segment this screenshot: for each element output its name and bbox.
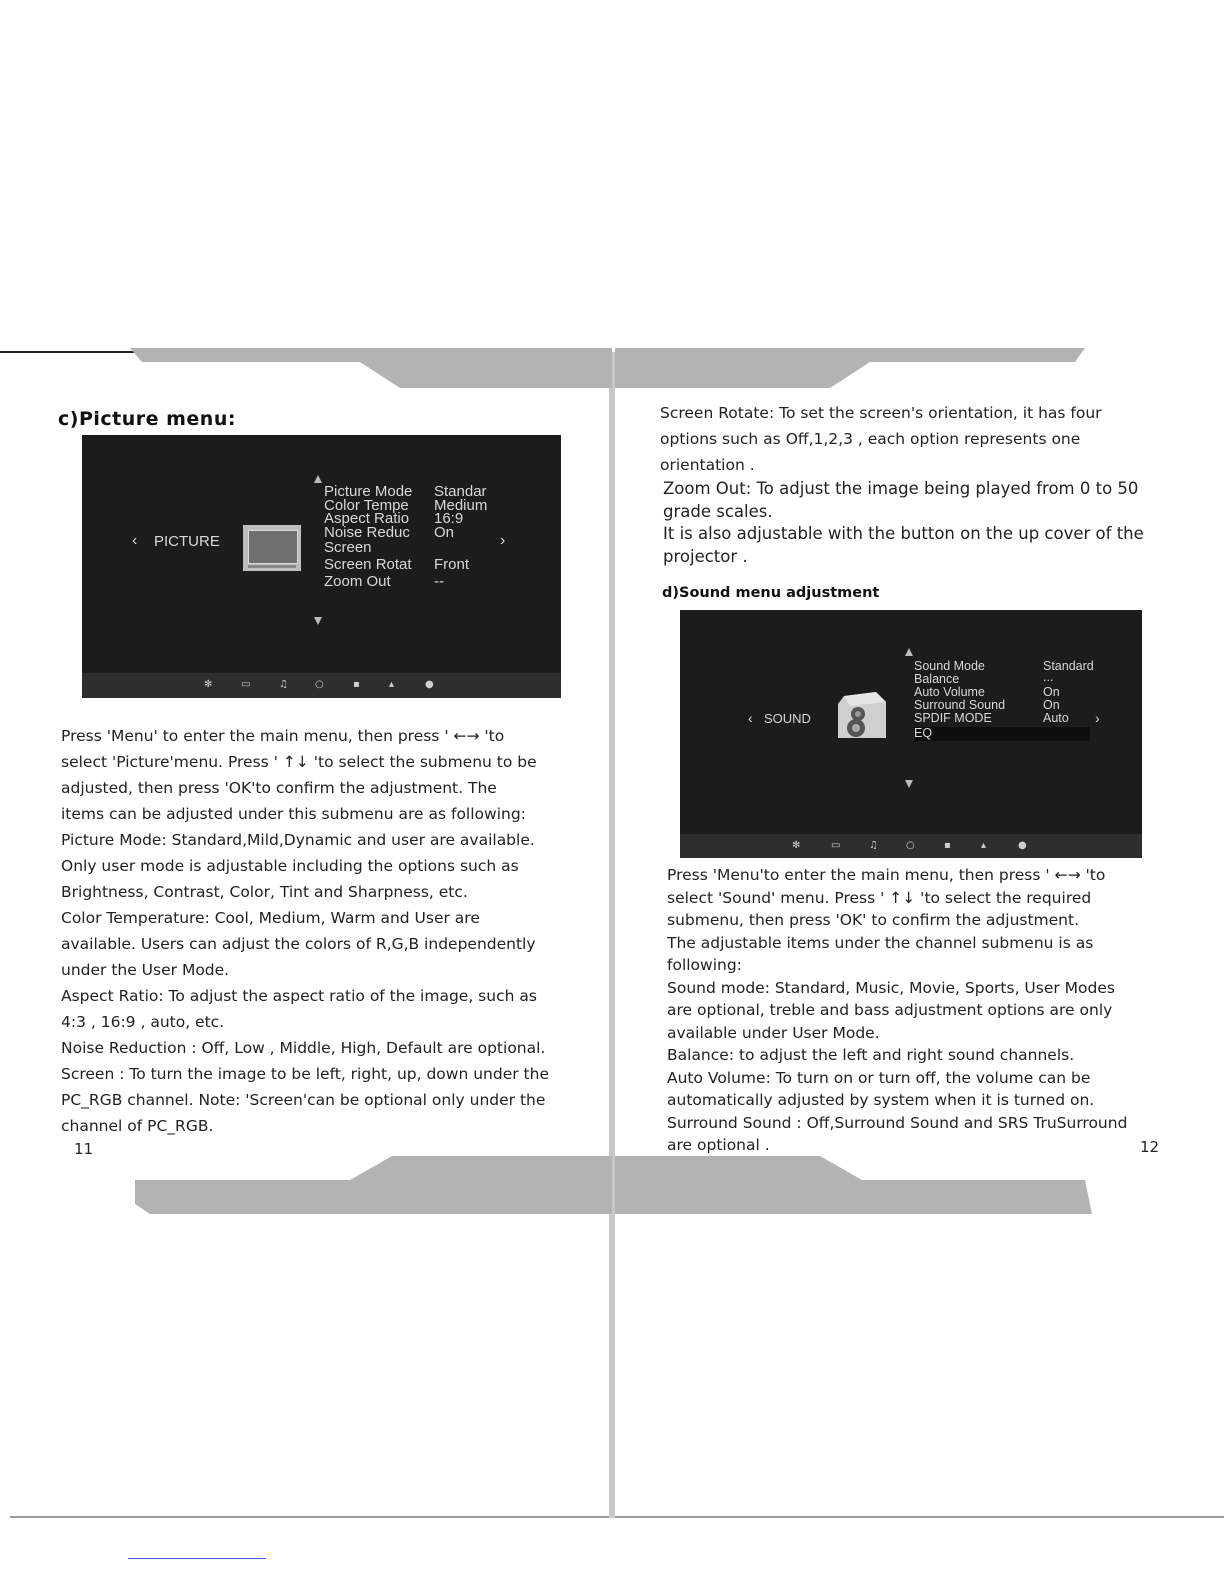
monitor-icon[interactable]: ▭ [241,679,251,690]
gear-icon[interactable]: ✻ [792,840,801,851]
menu-value-picture-mode: Standar [434,483,487,500]
music-note-icon[interactable]: ♫ [279,679,288,690]
scroll-up-icon[interactable] [905,648,913,656]
zoom-out-description [663,478,1183,568]
grid-icon[interactable]: ▪ [353,679,360,690]
sound-menu-heading: d)Sound menu adjustment [662,585,880,601]
osd-icon-bar [82,673,561,698]
paragraph-line: are optional, treble and bass adjustment options are only [667,1001,1113,1019]
circle-icon[interactable]: ○ [315,679,324,690]
menu-value-balance: ... [1043,670,1054,684]
scroll-up-icon[interactable] [314,475,322,483]
menu-item-balance[interactable]: Balance [914,672,960,686]
music-note-icon[interactable]: ♫ [869,840,878,851]
paragraph-line: Only user mode is adjustable including the options such as [61,857,519,875]
screen-rotate-description [660,400,1180,478]
menu-item-screen[interactable]: Screen [324,539,372,556]
menu-value-color-temp: Medium [434,497,488,514]
menu-item-sound-mode[interactable]: Sound Mode [914,659,985,673]
monitor-icon[interactable]: ▭ [831,840,841,851]
paragraph-line: Sound mode: Standard, Music, Movie, Sports, User Modes [667,978,1115,997]
bottom-rule [10,1516,1224,1518]
grid-icon[interactable]: ▪ [944,840,951,851]
paragraph-line: Screen Rotate: To set the screen's orientation, it has four [660,404,1102,422]
paragraph-line: orientation . [660,456,755,474]
paragraph-line: Auto Volume: To turn on or turn off, the volume can be [667,1068,1091,1087]
menu-item-eq[interactable]: EQ [914,727,1090,741]
paragraph-line: automatically adjusted by system when it is turned on. [667,1091,1095,1109]
paragraph-line: Press 'Menu' to enter the main menu, then press ' ←→ 'to [61,727,505,745]
menu-item-screen-rotate[interactable]: Screen Rotat [324,556,412,573]
paragraph-line: Noise Reduction : Off, Low , Middle, High, Default are optional. [61,1039,546,1057]
settings-dot-icon[interactable]: ● [425,679,434,690]
scroll-down-icon[interactable] [905,780,913,788]
menu-value-screen-rotate: Front [434,556,470,573]
top-decor-band [0,348,1224,393]
paragraph-line: following: [667,956,742,974]
paragraph-line: channel of PC_RGB. [61,1117,214,1135]
menu-item-aspect-ratio[interactable]: Aspect Ratio [324,510,410,527]
scan-underline [128,1558,266,1559]
paragraph-line: Color Temperature: Cool, Medium, Warm and User are [61,909,480,927]
menu-value-zoom-out: -- [434,573,444,590]
paragraph-line: Screen : To turn the image to be left, right, up, down under the [61,1065,549,1083]
menu-value-noise-reduction: On [434,524,455,541]
paragraph-line: are optional . [667,1136,770,1154]
tv-icon [243,525,301,571]
paragraph-line: available. Users can adjust the colors of R,G,B independently [61,935,536,953]
sound-instructions [667,864,1187,1157]
paragraph-line: Brightness, Contrast, Color, Tint and Sharpness, etc. [61,883,468,901]
menu-value-aspect-ratio: 16:9 [434,510,464,527]
sound-osd-screen [680,610,1142,858]
lock-icon[interactable]: ▴ [389,679,395,690]
menu-item-surround-sound[interactable]: Surround Sound [914,698,1006,712]
page-fold [609,352,615,1518]
paragraph-line: PC_RGB channel. Note: 'Screen'can be optional only under the [61,1091,546,1109]
menu-value-sound-mode: Standard [1043,659,1094,673]
paragraph-line: submenu, then press 'OK' to confirm the adjustment. [667,911,1080,929]
speaker-icon [830,690,890,742]
sound-nav-left-icon[interactable]: ‹ [748,710,753,726]
menu-item-color-temp[interactable]: Color Tempe [324,497,409,514]
picture-nav-left-icon[interactable]: ‹ [132,532,138,549]
menu-item-noise-reduction[interactable]: Noise Reduc [324,524,410,541]
paragraph-line: select 'Sound' menu. Press ' ↑↓ 'to select the required [667,888,1092,907]
picture-menu-heading: c)Picture menu: [58,408,236,430]
paragraph-line: grade scales. [663,501,773,521]
menu-value-spdif-mode: Auto [1043,711,1069,725]
paragraph-line: Picture Mode: Standard,Mild,Dynamic and user are available. [61,831,535,849]
menu-item-auto-volume[interactable]: Auto Volume [914,685,985,699]
page-number-left: 11 [74,1140,94,1158]
paragraph-line: options such as Off,1,2,3 , each option represents one [660,430,1081,448]
menu-item-zoom-out[interactable]: Zoom Out [324,573,391,590]
gear-icon[interactable]: ✻ [204,679,213,690]
paragraph-line: Press 'Menu'to enter the main menu, then press ' ←→ 'to [667,866,1106,884]
paragraph-line: Zoom Out: To adjust the image being played from 0 to 50 [663,479,1139,498]
paragraph-line: under the User Mode. [61,961,230,979]
paragraph-line: projector . [663,546,748,566]
paragraph-line: available under User Mode. [667,1023,880,1042]
circle-icon[interactable]: ○ [906,840,915,851]
paragraph-line: items can be adjusted under this submenu are as following: [61,805,526,823]
menu-value-auto-volume: On [1043,685,1060,699]
bottom-decor-band [0,1152,1224,1214]
menu-value-surround-sound: On [1043,698,1060,712]
picture-osd-screen [82,435,561,698]
paragraph-line: The adjustable items under the channel submenu is as [667,933,1094,952]
osd-icon-bar [680,834,1142,858]
menu-item-picture-mode[interactable]: Picture Mode [324,483,413,500]
paragraph-line: Aspect Ratio: To adjust the aspect ratio of the image, such as [61,987,537,1005]
paragraph-line: Surround Sound : Off,Surround Sound and SRS TruSurround [667,1113,1128,1132]
paragraph-line: It is also adjustable with the button on the up cover of the [663,524,1144,543]
sound-nav-right-icon[interactable]: › [1095,710,1100,726]
paragraph-line: 4:3 , 16:9 , auto, etc. [61,1013,225,1031]
page-number-right: 12 [1140,1138,1160,1156]
menu-item-spdif-mode[interactable]: SPDIF MODE [914,711,992,725]
paragraph-line: Balance: to adjust the left and right sound channels. [667,1046,1075,1064]
lock-icon[interactable]: ▴ [981,840,987,851]
picture-category-label: PICTURE [154,533,220,550]
sound-category-label: SOUND [764,711,811,726]
scroll-down-icon[interactable] [314,617,322,625]
picture-instructions [61,723,601,1139]
picture-nav-right-icon[interactable]: › [500,532,506,549]
settings-dot-icon[interactable]: ● [1018,840,1027,851]
paragraph-line: adjusted, then press 'OK'to confirm the adjustment. The [61,779,497,797]
paragraph-line: select 'Picture'menu. Press ' ↑↓ 'to select the submenu to be [61,753,537,771]
